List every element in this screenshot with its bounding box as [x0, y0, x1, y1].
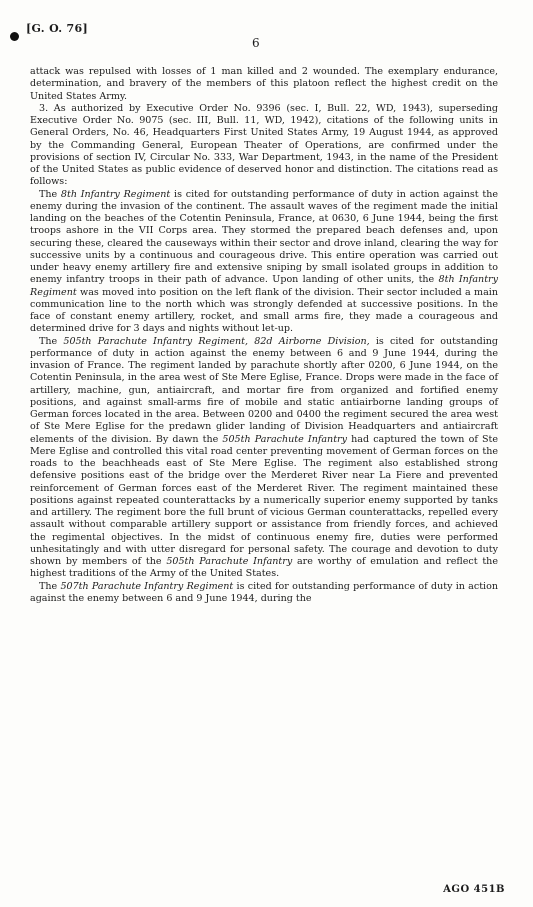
unit-name: 507th Parachute Infantry Regiment: [60, 580, 234, 592]
paragraph-text: is cited for outstanding performance of duty in action against the enemy between 6 and 9 June 1944, during the invasion of France. The regiment landed by parachute shortly after 0200, 6 June 1944, on the Cotentin Peninsula, in the area west of Ste Mere Eglise, France. Drops were made in the face of artillery, machine, gun, antiaircraft, and mortar fire from organized and fortified enemy positions, and against small-arms fire of mobile and static antiairborne landing groups of German forces located in the area. Between 0200 and 0400 the regiment secured the area west of Ste Mere Eglise for the predawn glider landing of Division Headquarters and antiaircraft elements of the division. By dawn the: [30, 335, 499, 445]
paragraph-p4: [30, 581, 498, 606]
general-order-reference: [G. O. 76]: [26, 22, 88, 35]
unit-name: 8th Infantry Regiment: [60, 188, 171, 200]
paragraph-text: attack was repulsed with losses of 1 man killed and 2 wounded. The exemplary endurance, determination, and bravery of the members of this platoon reflect the highest credit on the United States Army.: [30, 66, 498, 102]
unit-name: 505th Parachute Infantry: [222, 433, 348, 445]
paragraph-text: is cited for outstanding performance of duty in action against the enemy during the invasion of the continent. The assault waves of the regiment made the initial landing on the beaches of the Cotentin Peninsula, France, at 0630, 6 June 1944, being the first troops ashore in the VII Corps area. They stormed the prepared beach defenses and, upon securing these, cleared the causeways within their sector and drove inland, clearing the way for successive units by a continuous and courageous drive. This entire operation was carried out under heavy enemy artillery fire and extensive sniping by small isolated groups in addition to enemy infantry troops in their path of advance. Upon landing of other units, the: [30, 188, 498, 286]
paragraph-text: had captured the town of Ste Mere Eglise and controlled this vital road center preventing movement of German forces on the roads to the beachheads east of Ste Mere Eglise. The regiment also established strong defensive positions east of the bridge over the Merderet River near La Fiere and prevented reinforcement of German forces east of the Merderet River. The regiment maintained these positions against repeated counterattacks by a numerically superior enemy supported by tanks and artillery. The regiment bore the full brunt of vicious German counterattacks, repelled every assault without comparable artillery support or assistance from friendly forces, and achieved the regimental objectives. In the midst of continuous enemy fire, duties were performed unhesitatingly and with utter disregard for personal safety. The courage and devotion to duty shown by members of the: [30, 433, 499, 567]
paragraph-p3: [30, 336, 498, 581]
paragraph-p1: [30, 103, 498, 189]
paragraph-text: 3. As authorized by Executive Order No. 9396 (sec. I, Bull. 22, WD, 1943), superseding Executive Order No. 9075 (sec. III, Bull. 11, WD, 1942), citations of the following units in General Orders, No. 46, Headquarters First United States Army, 19 August 1944, as approved by the Commanding General, European Theater of Operations, are confirmed under the provisions of section IV, Circular No. 333, War Department, 1943, in the name of the President of the United States as public evidence of deserved honor and distinction. The citations read as follows:: [30, 102, 498, 188]
punch-hole-dot: [10, 32, 19, 41]
page-number: 6: [252, 36, 260, 50]
document-body: [30, 66, 498, 605]
unit-name: 505th Parachute Infantry: [166, 556, 293, 567]
paragraph-p0: [30, 66, 498, 103]
paragraph-p2: [30, 189, 498, 336]
paragraph-text: are worthy of emulation and reflect the highest traditions of the Army of the United States.: [30, 556, 498, 580]
paragraph-text: is cited for outstanding performance of duty in action against the enemy between 6 and 9 June 1944, during the: [30, 580, 499, 604]
ago-reference: AGO 451B: [443, 884, 505, 895]
paragraph-text: The: [39, 335, 64, 347]
unit-name: 505th Parachute Infantry Regiment, 82d Airborne Division,: [63, 335, 370, 347]
unit-name: 8th Infantry Regiment: [30, 274, 498, 298]
paragraph-text: The: [39, 188, 61, 200]
page-header: [26, 22, 503, 50]
paragraph-text: The: [39, 580, 61, 592]
paragraph-text: was moved into position on the left flank of the division. Their sector included a main communication line to the north which was strongly defended at successive positions. In the face of constant enemy artillery, rocket, and small arms fire, they made a courageous and determined drive for 3 days and nights without let-up.: [30, 286, 498, 335]
